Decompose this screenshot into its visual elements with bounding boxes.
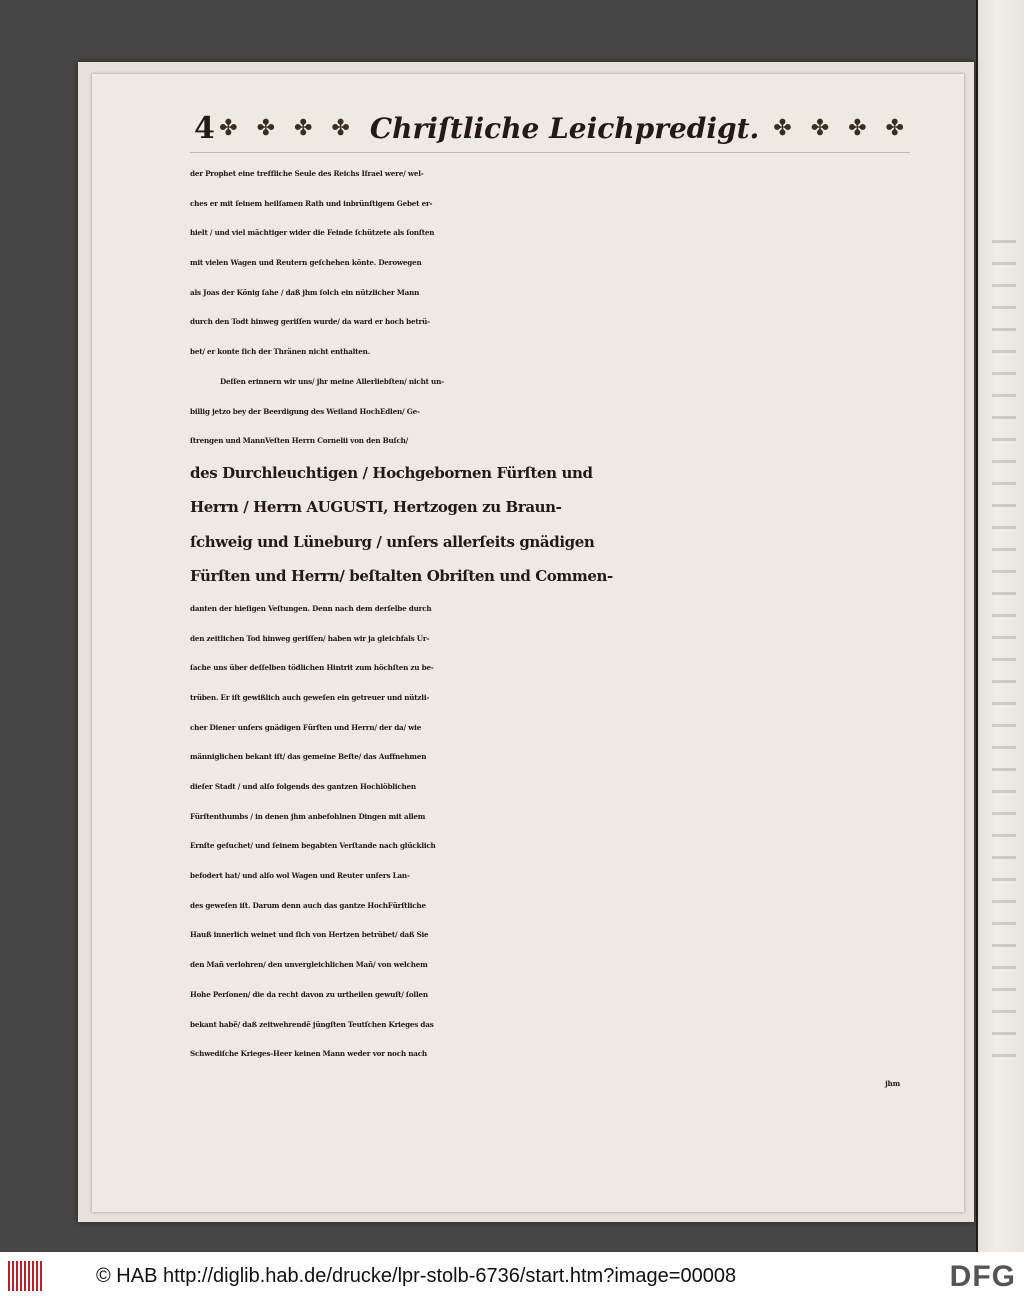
- running-head: [190, 104, 910, 153]
- text-line: ſache uns über deſſelben tödlichen Hintrit zum höchſten zu be-: [190, 663, 434, 673]
- text-line: trüben. Er iſt gewißlich auch geweſen ein getreuer und nützli-: [190, 692, 430, 702]
- text-line: ſchweig und Lüneburg / unſers allerſeits gnädigen: [190, 532, 595, 551]
- text-line: als Joas der König ſahe / daß jhm ſolch ein nützlicher Mann: [190, 287, 420, 297]
- text-line: der Prophet eine treffliche Seule des Reichs Iſrael were/ wel-: [190, 169, 424, 178]
- page-text-block: [190, 104, 910, 1099]
- adjacent-page-edge: [976, 0, 1024, 1252]
- text-line: Hauß innerlich weinet und ſich von Hertzen betrübet/ daß Sie: [190, 930, 429, 940]
- body-text: [190, 159, 910, 1099]
- text-line: bekant habẽ/ daß zeitwehrendẽ jüngſten Teutſchen Krieges das: [190, 1019, 434, 1029]
- text-line: Herrn / Herrn AUGUSTI, Hertzogen zu Braun-: [190, 498, 562, 517]
- text-line: hielt / und viel mächtiger wider die Feinde ſchützete als ſonſten: [190, 228, 435, 238]
- text-line: dieſer Stadt / und alſo folgends des gantzen Hochlöblichen: [190, 782, 416, 791]
- text-line: Fürſtenthumbs / in denen jhm anbefohlnen Dingen mit allem: [190, 811, 426, 821]
- text-line: jhm: [885, 1078, 900, 1088]
- text-line: den zeitlichen Tod hinweg geriſſen/ haben wir ja gleichfals Ur-: [190, 633, 430, 643]
- ornament-left: ✤ ✤ ✤ ✤: [219, 115, 356, 141]
- text-line: des geweſen iſt. Darum denn auch das gantze HochFürſtliche: [190, 900, 426, 910]
- text-line: Ernſte geſuchet/ und ſeinem begabten Verſtande nach glücklich: [190, 841, 436, 851]
- copyright-text: © HAB http://diglib.hab.de/drucke/lpr-stolb-6736/start.htm?image=00008: [96, 1264, 737, 1287]
- text-line: mit vielen Wagen und Reutern geſchehen könte. Derowegen: [190, 258, 422, 268]
- text-line: Hohe Perſonen/ die da recht davon zu urtheilen gewuſt/ ſollen: [190, 989, 428, 999]
- text-line: ſtrengen und MannVeſten Herrn Cornelii von den Buſch/: [190, 436, 409, 446]
- text-line: Deſſen erinnern wir uns/ jhr meine Allerliebſten/ nicht un-: [220, 376, 444, 386]
- text-line: ches er mit ſeinem heilſamen Rath und inbrünſtigem Gebet er-: [190, 198, 433, 208]
- running-title: Chriſtliche Leichpredigt.: [369, 111, 760, 145]
- text-line: danten der hieſigen Veſtungen. Denn nach dem derſelbe durch: [190, 603, 432, 613]
- hab-logo: [8, 1261, 44, 1291]
- text-line: durch den Todt hinweg geriſſen wurde/ da ward er hoch betrü-: [190, 317, 430, 327]
- footer-bar: [0, 1252, 1024, 1300]
- text-line: cher Diener unſers gnädigen Fürſten und Herrn/ der da/ wie: [190, 722, 422, 732]
- text-line: männiglichen bekant iſt/ das gemeine Beſte/ das Auffnehmen: [190, 752, 427, 762]
- ornament-right: ✤ ✤ ✤ ✤: [773, 115, 910, 141]
- text-line: befodert hat/ und alſo wol Wagen und Reuter unſers Lan-: [190, 871, 410, 881]
- text-line: des Durchleuchtigen / Hochgebornen Fürſten und: [190, 463, 593, 482]
- page-number: 4: [194, 110, 215, 146]
- text-line: den Mañ verlohren/ den unvergleichlichen Mañ/ von welchem: [190, 960, 428, 970]
- dfg-logo: DFG: [949, 1260, 1016, 1293]
- adjacent-page-text-ghost: [992, 240, 1016, 1060]
- text-line: bet/ er konte ſich der Thränen nicht enthalten.: [190, 347, 370, 357]
- text-line: Fürſten und Herrn/ beſtalten Obriſten und Commen-: [190, 567, 613, 586]
- text-line: Schwediſche Krieges-Heer keinen Mann weder vor noch nach: [190, 1049, 427, 1059]
- text-line: billig jetzo bey der Beerdigung des Weiland HochEdlen/ Ge-: [190, 406, 420, 416]
